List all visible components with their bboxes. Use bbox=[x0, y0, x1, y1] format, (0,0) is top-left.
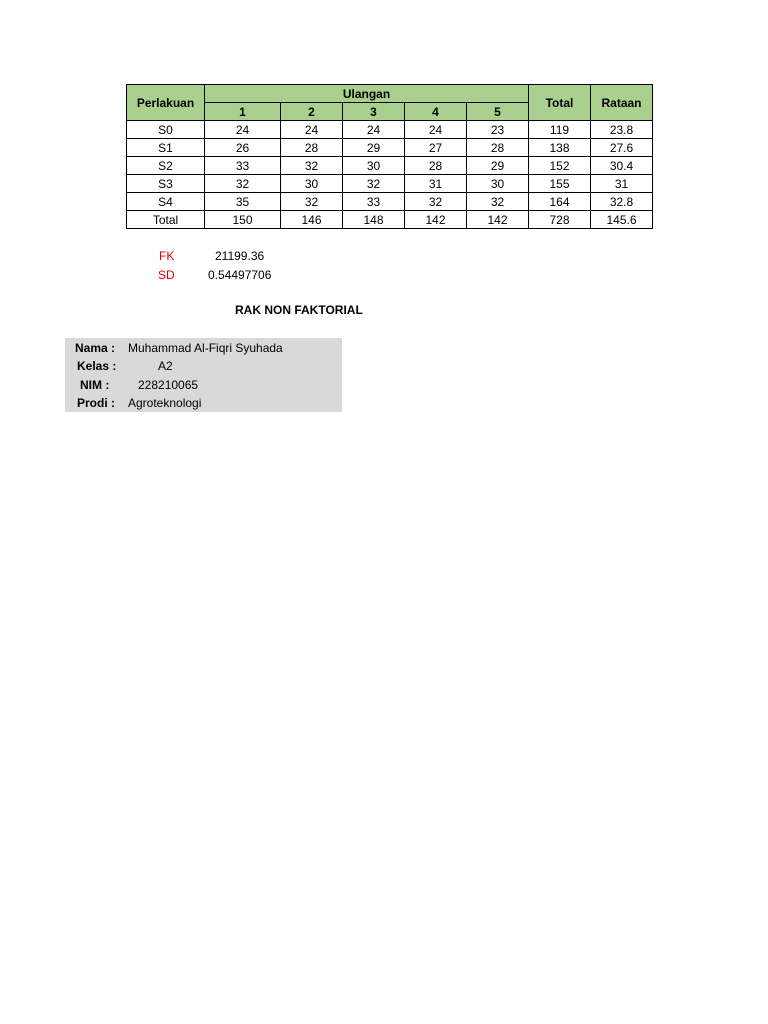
row-label: S3 bbox=[127, 175, 205, 193]
table-row bbox=[127, 157, 653, 175]
sd-label: SD bbox=[158, 268, 175, 282]
cell: 26 bbox=[205, 139, 281, 157]
header-rep-2: 2 bbox=[281, 103, 343, 121]
data-table bbox=[126, 84, 653, 229]
table-row-total bbox=[127, 211, 653, 229]
cell: 24 bbox=[405, 121, 467, 139]
student-info-box bbox=[65, 338, 342, 412]
cell: 24 bbox=[205, 121, 281, 139]
header-rep-5: 5 bbox=[467, 103, 529, 121]
row-label: S2 bbox=[127, 157, 205, 175]
cell: 29 bbox=[467, 157, 529, 175]
table-row bbox=[127, 139, 653, 157]
cell: 32 bbox=[281, 193, 343, 211]
section-title: RAK NON FAKTORIAL bbox=[235, 303, 363, 317]
table-row bbox=[127, 121, 653, 139]
row-label: S4 bbox=[127, 193, 205, 211]
row-total: 152 bbox=[529, 157, 591, 175]
fk-value: 21199.36 bbox=[215, 249, 265, 263]
cell: 32 bbox=[467, 193, 529, 211]
header-total: Total bbox=[529, 85, 591, 121]
cell: 28 bbox=[405, 157, 467, 175]
row-rataan: 31 bbox=[591, 175, 653, 193]
cell: 30 bbox=[281, 175, 343, 193]
cell: 33 bbox=[205, 157, 281, 175]
nama-label: Nama : bbox=[75, 341, 116, 355]
sd-value: 0.54497706 bbox=[208, 268, 272, 282]
kelas-label: Kelas : bbox=[77, 359, 117, 373]
fk-label: FK bbox=[159, 249, 175, 263]
row-label: S1 bbox=[127, 139, 205, 157]
header-ulangan: Ulangan bbox=[205, 85, 529, 103]
row-rataan: 145.6 bbox=[591, 211, 653, 229]
cell: 146 bbox=[281, 211, 343, 229]
cell: 33 bbox=[343, 193, 405, 211]
cell: 28 bbox=[281, 139, 343, 157]
cell: 142 bbox=[467, 211, 529, 229]
prodi-value: Agroteknologi bbox=[128, 396, 202, 410]
nim-label: NIM : bbox=[80, 378, 110, 392]
row-total: 164 bbox=[529, 193, 591, 211]
cell: 29 bbox=[343, 139, 405, 157]
header-rep-1: 1 bbox=[205, 103, 281, 121]
nama-value: Muhammad Al-Fiqri Syuhada bbox=[128, 341, 283, 355]
row-total: 728 bbox=[529, 211, 591, 229]
row-rataan: 30.4 bbox=[591, 157, 653, 175]
header-rep-3: 3 bbox=[343, 103, 405, 121]
cell: 142 bbox=[405, 211, 467, 229]
row-total: 155 bbox=[529, 175, 591, 193]
cell: 35 bbox=[205, 193, 281, 211]
cell: 31 bbox=[405, 175, 467, 193]
cell: 30 bbox=[343, 157, 405, 175]
row-rataan: 23.8 bbox=[591, 121, 653, 139]
header-rep-4: 4 bbox=[405, 103, 467, 121]
prodi-label: Prodi : bbox=[77, 396, 115, 410]
cell: 150 bbox=[205, 211, 281, 229]
cell: 27 bbox=[405, 139, 467, 157]
cell: 148 bbox=[343, 211, 405, 229]
kelas-value: A2 bbox=[158, 359, 173, 373]
cell: 32 bbox=[405, 193, 467, 211]
table-row bbox=[127, 193, 653, 211]
nim-value: 228210065 bbox=[138, 378, 199, 392]
row-rataan: 32.8 bbox=[591, 193, 653, 211]
cell: 32 bbox=[205, 175, 281, 193]
row-total: 119 bbox=[529, 121, 591, 139]
row-total: 138 bbox=[529, 139, 591, 157]
header-rataan: Rataan bbox=[591, 85, 653, 121]
cell: 28 bbox=[467, 139, 529, 157]
cell: 23 bbox=[467, 121, 529, 139]
header-perlakuan: Perlakuan bbox=[127, 85, 205, 121]
row-label: S0 bbox=[127, 121, 205, 139]
cell: 30 bbox=[467, 175, 529, 193]
cell: 24 bbox=[281, 121, 343, 139]
row-label: Total bbox=[127, 211, 205, 229]
cell: 24 bbox=[343, 121, 405, 139]
table-row bbox=[127, 175, 653, 193]
row-rataan: 27.6 bbox=[591, 139, 653, 157]
cell: 32 bbox=[343, 175, 405, 193]
cell: 32 bbox=[281, 157, 343, 175]
